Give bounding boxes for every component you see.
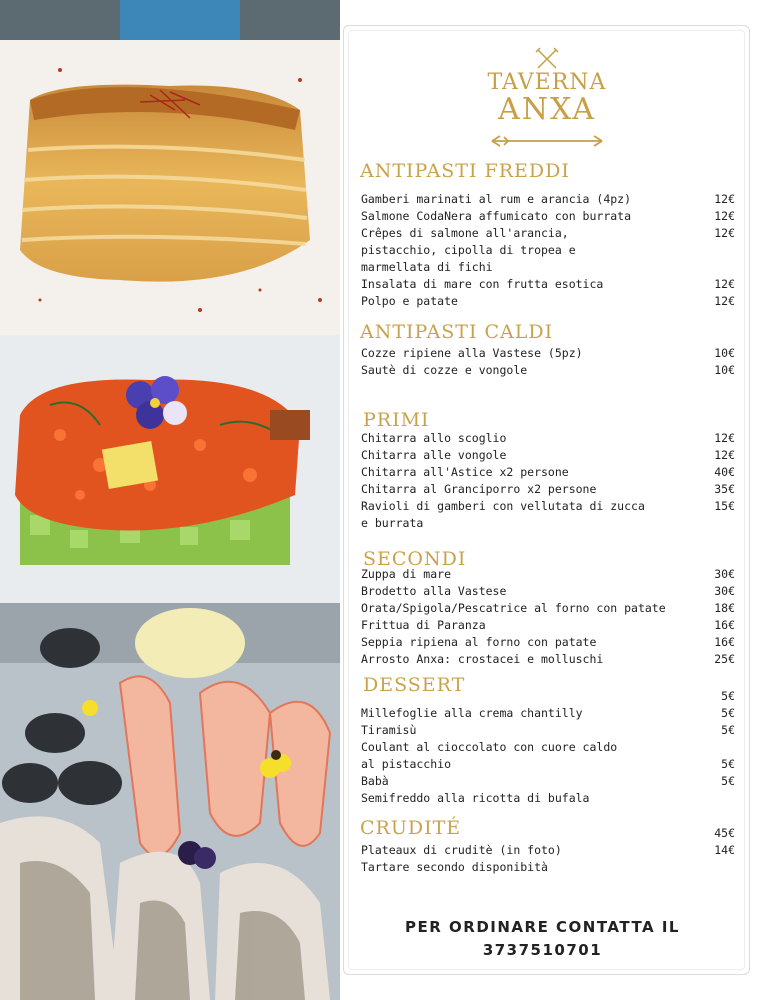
- menu-item-price: 5€: [721, 723, 735, 737]
- menu-item: [361, 825, 741, 842]
- menu-item: [361, 790, 741, 807]
- list-crudite: [361, 825, 741, 876]
- menu-item-name: Tartare secondo disponibità: [361, 860, 548, 874]
- contact-block: [360, 916, 725, 962]
- list-secondi: [361, 566, 741, 668]
- menu-item: [361, 842, 741, 859]
- menu-item-name: Brodetto alla Vastese: [361, 584, 507, 598]
- menu-item-price: 30€: [714, 567, 735, 581]
- menu-item: [361, 600, 741, 617]
- menu-item: [361, 515, 741, 532]
- salmon-tartare-photo: [0, 335, 340, 603]
- list-antipasti-freddi: [361, 191, 741, 310]
- menu-item-name: Orata/Spigola/Pescatrice al forno con patate: [361, 601, 666, 615]
- menu-item-name: Chitarra alle vongole: [361, 448, 507, 462]
- menu-item: [361, 756, 741, 773]
- menu-item: [361, 242, 741, 259]
- menu-item-price: 15€: [714, 499, 735, 513]
- menu-item-name: Seppia ripiena al forno con patate: [361, 635, 597, 649]
- phone-number: 3737510701: [482, 941, 603, 959]
- contact-line: PER ORDINARE CONTATTA IL: [405, 918, 680, 936]
- menu-item: [361, 722, 741, 739]
- menu-item: [361, 583, 741, 600]
- menu-item-price: 12€: [714, 226, 735, 240]
- menu-item: [361, 208, 741, 225]
- list-dessert: [361, 688, 741, 807]
- section-title-crudite: CRUDITÉ: [360, 817, 462, 839]
- menu-item-price: [735, 739, 741, 756]
- menu-item-price: 45€: [714, 826, 735, 840]
- menu-item: [361, 464, 741, 481]
- restaurant-logo: [472, 42, 622, 154]
- menu-item: [361, 345, 741, 362]
- section-title-antipasti-freddi: ANTIPASTI FREDDI: [360, 160, 570, 182]
- menu-item: [361, 617, 741, 634]
- menu-item: [361, 276, 741, 293]
- menu-item-price: 35€: [714, 482, 735, 496]
- menu-item-name: Plateaux di cruditè (in foto): [361, 843, 562, 857]
- menu-item-name: Chitarra allo scoglio: [361, 431, 507, 445]
- menu-item-name: Sautè di cozze e vongole: [361, 363, 528, 377]
- menu-item-name: Cozze ripiene alla Vastese (5pz): [361, 346, 583, 360]
- menu-item-name: al pistacchio: [361, 757, 452, 771]
- menu-item-price: 10€: [714, 346, 735, 360]
- menu-item-name: Gamberi marinati al rum e arancia (4pz): [361, 192, 632, 206]
- section-title-secondi: SECONDI: [363, 548, 467, 570]
- menu-item: [361, 498, 741, 515]
- list-antipasti-caldi: [361, 345, 741, 379]
- crossed-forks-icon: [534, 46, 560, 72]
- menu-item-name: Salmone CodaNera affumicato con burrata: [361, 209, 632, 223]
- menu-item-name: Crêpes di salmone all'arancia,: [361, 226, 569, 240]
- menu-item-price: 16€: [714, 635, 735, 649]
- menu-item-price: 12€: [714, 431, 735, 445]
- menu-item: [361, 705, 741, 722]
- menu-item-name: Babà: [361, 774, 389, 788]
- lasagna-photo: [0, 0, 340, 335]
- section-title-dessert: DESSERT: [363, 674, 466, 696]
- menu-item-name: Polpo e patate: [361, 294, 458, 308]
- menu-item-name: Millefoglie alla crema chantilly: [361, 706, 583, 720]
- menu-item: [361, 259, 741, 276]
- menu-item-name: Arrosto Anxa: crostacei e molluschi: [361, 652, 604, 666]
- menu-item-name: pistacchio, cipolla di tropea e: [361, 243, 576, 257]
- menu-item: [361, 362, 741, 379]
- menu-item-price: 12€: [714, 294, 735, 308]
- menu-item-name: Zuppa di mare: [361, 567, 452, 581]
- menu-item-price: 10€: [714, 363, 735, 377]
- menu-item-price: 18€: [714, 601, 735, 615]
- menu-item-name: Semifreddo alla ricotta di bufala: [361, 791, 590, 805]
- menu-item-price: 30€: [714, 584, 735, 598]
- menu-item-price: [735, 515, 741, 532]
- menu-item: [361, 225, 741, 242]
- menu-item-name: Chitarra all'Astice x2 persone: [361, 465, 569, 479]
- menu-item-price: [735, 242, 741, 259]
- menu-item-name: Insalata di mare con frutta esotica: [361, 277, 604, 291]
- menu-item-price: 12€: [714, 209, 735, 223]
- section-title-antipasti-caldi: ANTIPASTI CALDI: [360, 321, 554, 343]
- menu-item-price: 40€: [714, 465, 735, 479]
- menu-item-name: Coulant al cioccolato con cuore caldo: [361, 740, 618, 754]
- menu-item-name: Ravioli di gamberi con vellutata di zucca: [361, 499, 645, 513]
- menu-item-name: Chitarra al Granciporro x2 persone: [361, 482, 597, 496]
- menu-item-price: 5€: [721, 706, 735, 720]
- menu-item: [361, 634, 741, 651]
- brand-line2: ANXA: [498, 92, 596, 127]
- menu-item: [361, 651, 741, 668]
- menu-item: [361, 191, 741, 208]
- menu-item-price: 5€: [721, 774, 735, 788]
- menu-item-price: [735, 790, 741, 807]
- menu-item-price: 5€: [721, 757, 735, 771]
- menu-item-price: 5€: [721, 689, 735, 703]
- section-title-primi: PRIMI: [363, 409, 430, 431]
- menu-item-price: [735, 259, 741, 276]
- menu-item-name: e burrata: [361, 516, 424, 530]
- menu-item-price: 12€: [714, 192, 735, 206]
- menu-item-name: Frittua di Paranza: [361, 618, 486, 632]
- menu-item-price: 14€: [714, 843, 735, 857]
- menu-item-price: 12€: [714, 448, 735, 462]
- menu-item-price: 25€: [714, 652, 735, 666]
- menu-item: [361, 688, 741, 705]
- menu-item: [361, 293, 741, 310]
- menu-item: [361, 481, 741, 498]
- menu-item: [361, 447, 741, 464]
- menu-item: [361, 430, 741, 447]
- menu-item: [361, 859, 741, 876]
- menu-item-price: 12€: [714, 277, 735, 291]
- menu-item: [361, 773, 741, 790]
- arrow-ornament-icon: [486, 134, 608, 148]
- menu-item: [361, 566, 741, 583]
- list-primi: [361, 430, 741, 532]
- menu-item-price: 16€: [714, 618, 735, 632]
- menu-item: [361, 739, 741, 756]
- menu-item-price: [735, 859, 741, 876]
- menu-item-name: Tiramisù: [361, 723, 417, 737]
- seafood-crudo-photo: [0, 603, 340, 1000]
- brand-line1: TAVERNA: [487, 70, 607, 95]
- menu-item-name: marmellata di fichi: [361, 260, 493, 274]
